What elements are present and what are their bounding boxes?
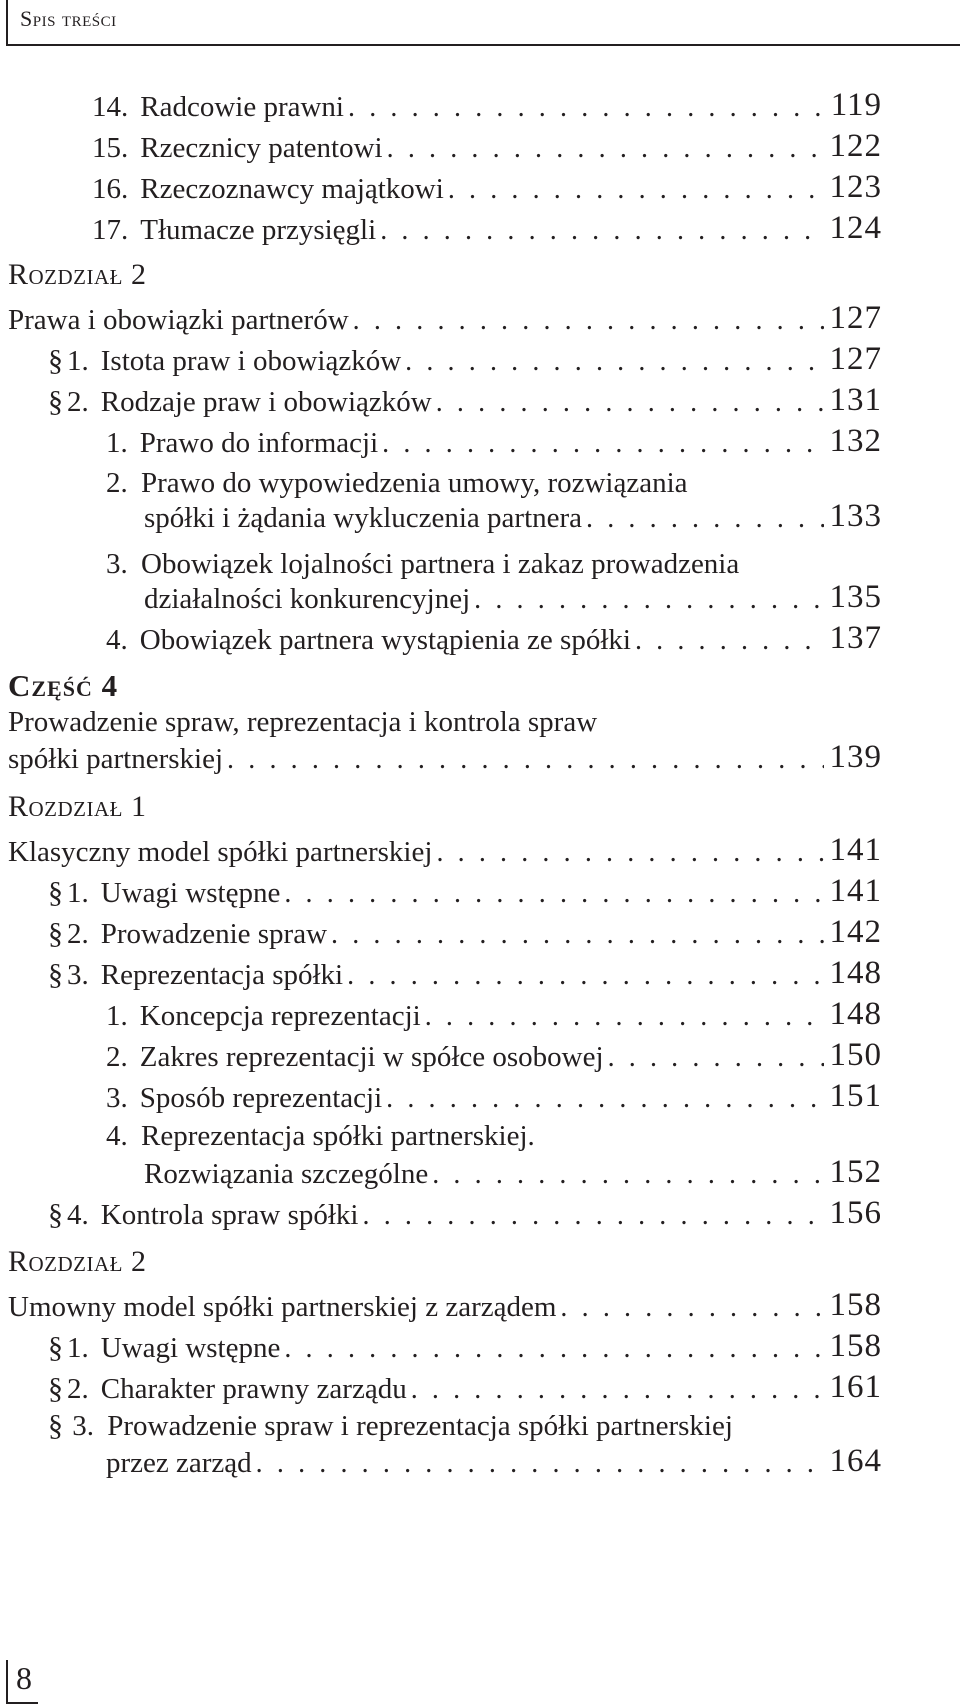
page-number: 139 [829,739,882,775]
dot-leader [586,505,823,533]
dot-leader [560,1294,823,1322]
page-number: 156 [829,1195,882,1231]
entry-title: Tłumacze przysięgli [140,214,377,246]
section-sign: § [48,1409,63,1442]
entry-title: Prowadzenie spraw i reprezentacja spółki partnerskiej [107,1410,733,1442]
dot-leader [386,1085,823,1113]
entry-title: Prawo do wypowiedzenia umowy, rozwiązania [141,467,688,499]
running-head-title: Spis treści [20,6,117,31]
page-number: 158 [829,1328,882,1364]
page-number: 119 [830,87,882,123]
page-number: 135 [829,579,882,615]
section-sign: § [48,958,63,991]
dot-leader [227,746,823,774]
entry-number: 1. [67,877,89,909]
dot-leader [380,217,823,245]
toc-entry[interactable] [106,611,882,655]
toc-entry[interactable] [144,489,882,533]
entry-title: Obowiązek lojalności partnera i zakaz prowadzenia [141,548,740,580]
entry-title-continued: działalności konkurencyjnej [144,583,471,615]
dot-leader [608,1044,824,1072]
section-sign: § [48,917,63,950]
page-number: 164 [829,1443,882,1479]
toc-entry[interactable] [92,160,882,204]
entry-title: Rzeczoznawcy majątkowi [140,173,444,205]
page-number: 132 [829,423,882,459]
entry-title-continued: przez zarząd [106,1447,252,1479]
entry-title: Umowny model spółki partnerskiej z zarządem [8,1291,557,1323]
toc-entry[interactable] [92,201,882,245]
section-sign: § [48,344,63,377]
toc-entry[interactable] [8,823,882,867]
dot-leader [432,1161,823,1189]
toc-entry-first-line: Prowadzenie spraw, reprezentacja i kontrola spraw [8,706,598,738]
toc-entry[interactable] [106,1028,882,1072]
dot-leader [284,1335,823,1363]
entry-number: 1. [67,1332,89,1364]
entry-number: 1. [106,1000,128,1032]
entry-number: 15. [92,132,129,164]
page-number: 127 [829,300,882,336]
section-sign: § [48,1331,63,1364]
entry-number: 16. [92,173,129,205]
toc-entry[interactable] [106,1434,882,1478]
toc-entry[interactable] [8,1278,882,1322]
page-number: 151 [829,1078,882,1114]
entry-title: Prawo do informacji [139,427,379,459]
page-number: 161 [829,1369,882,1405]
dot-leader [448,176,824,204]
dot-leader [411,1376,824,1404]
entry-title: Zakres reprezentacji w spółce osobowej [139,1041,604,1073]
entry-number: 2. [67,918,89,950]
dot-leader [331,921,823,949]
section-sign: § [48,1372,63,1405]
toc-entry[interactable] [48,332,882,376]
part-label: Część 4 [8,668,119,703]
dot-leader [387,135,824,163]
page-number: 150 [829,1037,882,1073]
chapter-label: Rozdział 1 [8,790,147,823]
toc-entry[interactable] [48,1360,882,1404]
entry-number: 3. [72,1410,94,1442]
page-number: 148 [829,996,882,1032]
dot-leader [363,1202,824,1230]
dot-leader [436,389,824,417]
page-number: 133 [829,498,882,534]
page-number: 124 [829,210,882,246]
page-number: 127 [829,341,882,377]
entry-number: 4. [106,624,128,656]
section-sign: § [48,1198,63,1231]
dot-leader [284,880,823,908]
page-number: 131 [829,382,882,418]
entry-title: Rzecznicy patentowi [140,132,383,164]
dot-leader [347,962,823,990]
entry-title-continued: spółki partnerskiej [8,743,224,775]
entry-number: 2. [67,1373,89,1405]
toc-entry[interactable] [48,905,882,949]
entry-title: Uwagi wstępne [100,877,281,909]
dot-leader [382,430,823,458]
toc-entry[interactable] [48,946,882,990]
entry-number: 4. [106,1120,128,1152]
toc-entry[interactable] [106,987,882,1031]
entry-title: Reprezentacja spółki partnerskiej. [141,1120,535,1152]
page-number: 141 [829,832,882,868]
entry-title: Reprezentacja spółki [100,959,344,991]
toc-entry[interactable] [144,1145,882,1189]
entry-title: Rodzaje praw i obowiązków [100,386,432,418]
entry-number: 3. [106,1082,128,1114]
dot-leader [425,1003,824,1031]
page-number: 141 [829,873,882,909]
entry-number: 2. [106,1041,128,1073]
entry-number: 1. [106,427,128,459]
entry-title: Istota praw i obowiązków [100,345,402,377]
entry-number: 3. [106,548,128,580]
dot-leader [256,1450,824,1478]
toc-entry[interactable] [8,730,882,774]
entry-title: Obowiązek partnera wystąpienia ze spółki [139,624,631,656]
dot-leader [436,839,823,867]
entry-title: Prowadzenie spraw [100,918,328,950]
dot-leader [353,307,824,335]
entry-number: 4. [67,1199,89,1231]
folio [6,1660,38,1704]
toc-entry[interactable] [92,78,882,122]
section-sign: § [48,876,63,909]
toc-entry[interactable] [106,414,882,458]
entry-title: Sposób reprezentacji [139,1082,383,1114]
page-number: 158 [829,1287,882,1323]
folio-page-number: 8 [16,1660,32,1696]
toc-entry[interactable] [92,119,882,163]
toc-entry[interactable] [48,1186,882,1230]
entry-title: Kontrola spraw spółki [100,1199,359,1231]
page-number: 137 [829,620,882,656]
entry-title: Uwagi wstępne [100,1332,281,1364]
page-number: 122 [829,128,882,164]
toc-entry[interactable] [48,1319,882,1363]
toc-entry[interactable] [48,373,882,417]
entry-number: 2. [67,386,89,418]
toc-entry[interactable] [106,1069,882,1113]
chapter-label: Rozdział 2 [8,1245,147,1278]
entry-title: Radcowie prawni [140,91,344,123]
entry-title: Prawa i obowiązki partnerów [8,304,349,336]
section-sign: § [48,385,63,418]
chapter-label: Rozdział 2 [8,258,147,291]
entry-number: 17. [92,214,129,246]
entry-title: Klasyczny model spółki partnerskiej [8,836,433,868]
page-number: 148 [829,955,882,991]
page-number: 152 [829,1154,882,1190]
page-number: 142 [829,914,882,950]
entry-number: 1. [67,345,89,377]
dot-leader [348,94,825,122]
dot-leader [474,586,823,614]
entry-number: 3. [67,959,89,991]
entry-title-continued: Rozwiązania szczególne [144,1158,429,1190]
entry-title: Koncepcja reprezentacji [139,1000,421,1032]
page-number: 123 [829,169,882,205]
entry-title: Charakter prawny zarządu [100,1373,407,1405]
entry-number: 14. [92,91,129,123]
toc-entry[interactable] [8,291,882,335]
toc-entry[interactable] [144,570,882,614]
entry-title-continued: spółki i żądania wykluczenia partnera [144,502,583,534]
dot-leader [635,627,824,655]
toc-entry[interactable] [48,864,882,908]
entry-number: 2. [106,467,128,499]
dot-leader [405,348,823,376]
